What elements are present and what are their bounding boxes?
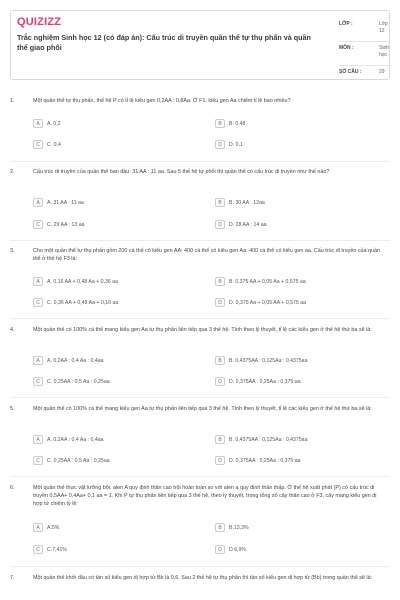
option-b[interactable] [215, 277, 365, 287]
count-label: SỐ CÂU : [339, 69, 362, 75]
option-c[interactable] [33, 220, 183, 230]
option-a[interactable] [33, 356, 183, 366]
option-letter: C [33, 298, 43, 307]
option-c[interactable] [33, 298, 183, 308]
option-text: C. 0,25AA : 0,5 Aa : 0,25aa [47, 458, 110, 464]
option-text: C. 29 AA : 13 aa [47, 222, 85, 228]
option-letter: A [33, 277, 43, 286]
option-text: D. 28 AA : 14 aa [229, 222, 267, 228]
option-text: C.7,41% [47, 547, 67, 553]
option-letter: D [215, 140, 225, 149]
option-b[interactable] [215, 198, 365, 208]
option-letter: D [215, 220, 225, 229]
question-divider [10, 240, 390, 241]
option-letter: D [215, 377, 225, 386]
worksheet-meta [339, 17, 389, 85]
question-number: 3. [10, 248, 15, 254]
option-text: C. 0,25AA : 0,5 Aa : 0,25aa [47, 379, 110, 385]
option-text: A. 0,16 AA + 0,48 Aa + 0,36 aa [47, 279, 118, 285]
option-letter: C [33, 140, 43, 149]
option-text: D. 0,1 [229, 142, 243, 148]
option-letter: C [33, 545, 43, 554]
question-text: Một quần thể tự thụ phấn, thế hệ P có tỉ lệ kiểu gen 0,2AA : 0,8Aa. Ở F1, kiểu gen Aa chiếm tỉ lệ bao nhiêu? [33, 98, 291, 104]
worksheet-header [10, 10, 390, 80]
option-text: A. 0,2AA : 0,4 Aa : 0,4aa [47, 358, 104, 364]
option-letter: B [215, 435, 225, 444]
option-c[interactable] [33, 456, 183, 466]
question-divider [10, 566, 390, 567]
question-text: Cấu trúc di truyền của quần thể ban đầu: 31 AA : 11 aa. Sau 5 thế hệ tự phối thì quần thể có cấu trúc di truyền như thế nào? [33, 169, 330, 175]
question-number: 5. [10, 406, 15, 412]
option-text: D. 0,375AA : 0,25Aa : 0,375:aa [229, 379, 301, 385]
option-text: B. 30 AA : 12aa [229, 200, 265, 206]
option-text: B. 0,375 AA + 0,05 Aa + 0,575 aa [229, 279, 306, 285]
question-text: Một quần thể có 100% cá thể mang kiểu gen Aa tự thụ phấn liên tiếp qua 3 thế hệ. Tính theo lý thuyết, tỉ lệ các kiểu gen ở thế hệ thứ ba sẽ là: [33, 406, 372, 412]
question-text: Cho một quần thể tự thụ phấn gồm 200 cá thể có kiểu gen AA: 400 cá thể có kiểu gen Aa: 400 cá thể có kiểu gen aa. Cấu trúc di truyền của quần thể ở thế hệ F3 là: [33, 248, 381, 262]
question-number: 2. [10, 169, 15, 175]
option-d[interactable] [215, 545, 365, 555]
option-a[interactable] [33, 523, 183, 533]
question-number: 1. [10, 98, 15, 104]
question-divider [10, 397, 390, 398]
option-a[interactable] [33, 119, 183, 129]
meta-class [339, 17, 389, 41]
option-text: C. 0,36 AA + 0,48 Aa + 0,16 aa [47, 300, 119, 306]
count-value: 29 [379, 69, 385, 75]
option-letter: D [215, 456, 225, 465]
option-letter: B [215, 119, 225, 128]
option-text: D. 0,375AA : 0,25Aa : 0,375:aa [229, 458, 301, 464]
option-letter: A [33, 198, 43, 207]
option-text: B.13,3% [229, 525, 249, 531]
option-c[interactable] [33, 140, 183, 150]
option-b[interactable] [215, 523, 365, 533]
option-b[interactable] [215, 435, 365, 445]
subject-label: MÔN : [339, 45, 354, 51]
class-label: LỚP : [339, 21, 353, 27]
meta-count [339, 65, 389, 85]
option-letter: A [33, 523, 43, 532]
question-number: 4. [10, 327, 15, 333]
option-b[interactable] [215, 119, 365, 129]
option-text: B. 0,4375AA : 0,125Aa : 0,4375aa [229, 358, 308, 364]
option-text: A. 0,2AA : 0,4 Aa : 0,4aa [47, 437, 104, 443]
option-a[interactable] [33, 198, 183, 208]
page-title: Trắc nghiệm Sinh học 12 (có đáp án): Cấu trúc di truyền quần thể tự thụ phấn và quần thể giao phối [17, 33, 311, 52]
question-divider [10, 476, 390, 477]
question-number: 6. [10, 485, 15, 491]
option-text: A.5% [47, 525, 60, 531]
meta-divider [339, 41, 389, 42]
option-text: A. 0,2 [47, 121, 61, 127]
quizizz-logo: QUIZIZZ [17, 16, 62, 28]
option-letter: B [215, 198, 225, 207]
option-text: C. 0,4 [47, 142, 61, 148]
option-d[interactable] [215, 140, 365, 150]
option-letter: D [215, 545, 225, 554]
option-b[interactable] [215, 356, 365, 366]
option-text: D. 0,375 Aa + 0,05 AA + 0,575 aa [229, 300, 307, 306]
option-d[interactable] [215, 298, 365, 308]
option-letter: B [215, 356, 225, 365]
option-letter: C [33, 220, 43, 229]
question-text: Một quần thể có 100% cá thể mang kiểu gen Aa tự thụ phấn liên tiếp qua 3 thế hệ. Tính theo lý thuyết, tỉ lệ các kiểu gen ở thế hệ thứ ba sẽ là: [33, 327, 372, 333]
option-c[interactable] [33, 377, 183, 387]
option-letter: C [33, 377, 43, 386]
question-text: Một quần thể khởi đầu có tần số kiểu gen dị hợp tử Bb là 0,6. Sau 2 thế hệ tự thụ phấn thì tần số kiểu gen dị hợp tử (Bb) trong quần thể sẽ là: [33, 575, 373, 581]
option-letter: A [33, 356, 43, 365]
option-text: D.6,9% [229, 547, 247, 553]
option-a[interactable] [33, 277, 183, 287]
subject-value: Sinh học [379, 45, 390, 58]
option-d[interactable] [215, 377, 365, 387]
option-text: A. 31 AA : 11 aa [47, 200, 84, 206]
option-text: B. 0,4375AA : 0,125Aa : 0,4375aa [229, 437, 308, 443]
question-divider [10, 161, 390, 162]
option-letter: B [215, 277, 225, 286]
option-letter: B [215, 523, 225, 532]
class-value: Lớp 12 [379, 21, 388, 34]
option-letter: A [33, 435, 43, 444]
meta-divider [339, 65, 389, 66]
question-number: 7. [10, 575, 15, 581]
option-letter: D [215, 298, 225, 307]
question-divider [10, 318, 390, 319]
question-text: Một quần thể thực vật lưỡng bội, alen A quy định thân cao trội hoàn toàn so với alen a quy định thân thấp. Ở thế hệ xuất phát (P) có cấu trúc di truyền 0,5AA+ 0,4Aa+ 0,1 aa = 1. Khi P tự thụ phấn liên tiếp qua 3 thế hệ, theo lý thuyết, trong tổng số cây thân cao ở F3, cây mang kiểu gen dị hợp tử chiếm tỷ lệ: [33, 485, 377, 507]
option-text: B. 0,48 [229, 121, 246, 127]
option-letter: A [33, 119, 43, 128]
option-c[interactable] [33, 545, 183, 555]
option-letter: C [33, 456, 43, 465]
option-a[interactable] [33, 435, 183, 445]
option-d[interactable] [215, 220, 365, 230]
option-d[interactable] [215, 456, 365, 466]
meta-subject [339, 41, 389, 65]
